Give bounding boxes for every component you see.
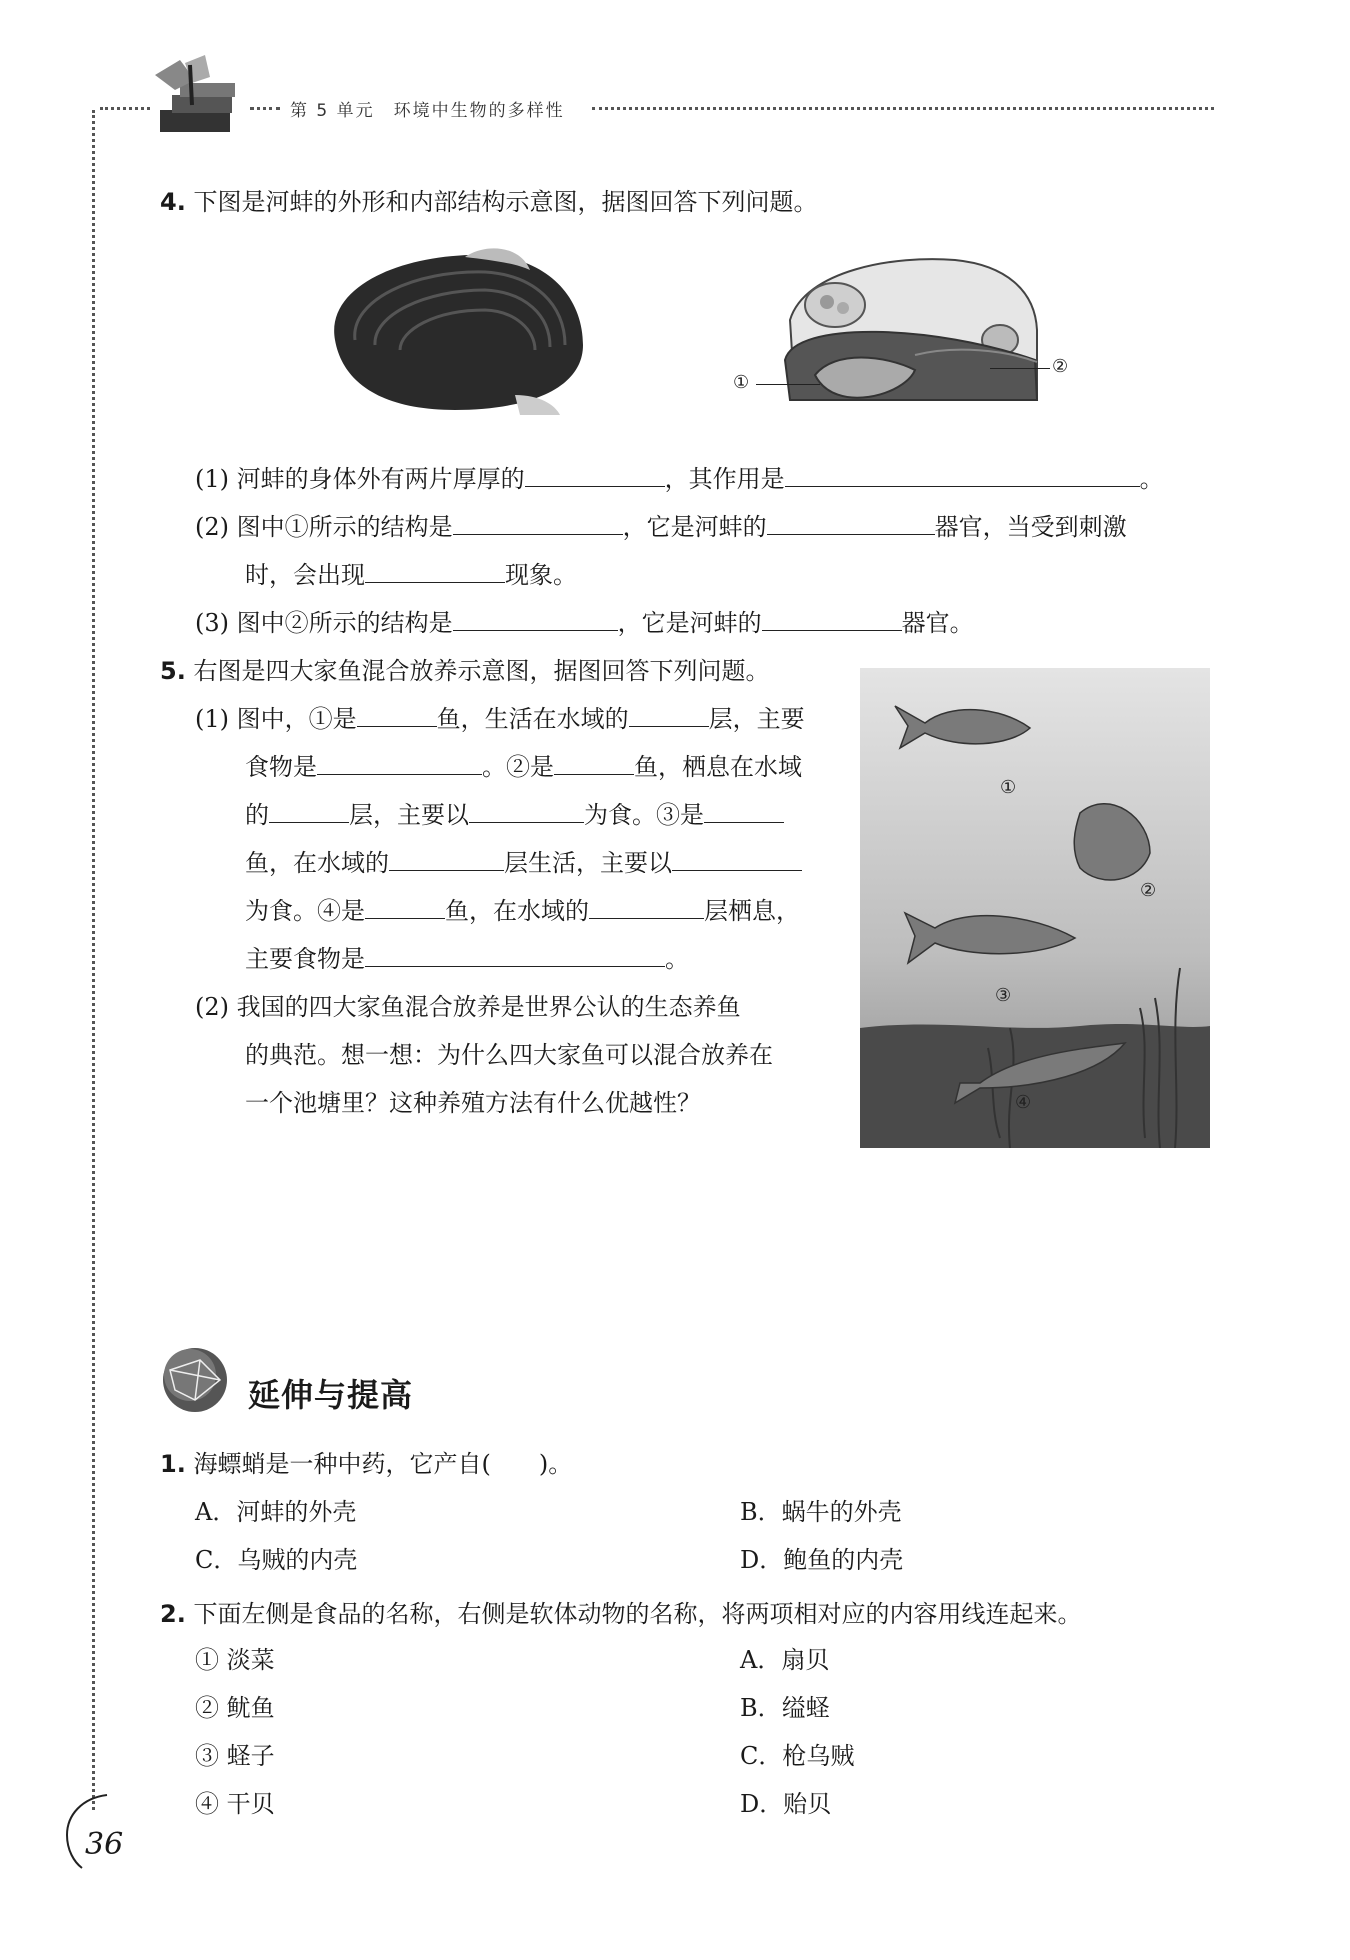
e2-right-item-b[interactable]: B．缢蛏 bbox=[740, 1694, 830, 1722]
e1-option-c[interactable]: C．乌贼的内壳 bbox=[195, 1546, 358, 1574]
q4-stem bbox=[160, 178, 817, 226]
q5-blank-1[interactable] bbox=[357, 696, 437, 727]
q4-p2-blank-1[interactable] bbox=[453, 504, 623, 535]
q5-l1-a: (1) 图中，①是 bbox=[195, 705, 357, 733]
mussel-label-1: ① bbox=[733, 372, 750, 393]
mussel-pointer-2 bbox=[990, 368, 1050, 369]
header-dotline-top-left bbox=[100, 107, 150, 110]
e2-left-item-1[interactable]: ① 淡菜 bbox=[195, 1646, 275, 1674]
q4-part2 bbox=[195, 503, 1127, 551]
q5-blank-3[interactable] bbox=[317, 744, 482, 775]
q5-blank-7[interactable] bbox=[704, 792, 784, 823]
q4-part2-cont bbox=[245, 551, 577, 599]
q5-line-3 bbox=[245, 791, 784, 839]
q5-l3-c: 为食。③是 bbox=[584, 801, 704, 829]
q5-line-1 bbox=[195, 695, 805, 743]
q5-l1-b: 鱼，生活在水域的 bbox=[436, 705, 629, 733]
mussel-shell-image bbox=[315, 245, 590, 415]
e2-right-item-c[interactable]: C．枪乌贼 bbox=[740, 1742, 855, 1770]
q5-blank-8[interactable] bbox=[389, 840, 504, 871]
q5-blank-6[interactable] bbox=[469, 792, 584, 823]
q5-blank-12[interactable] bbox=[365, 936, 665, 967]
q5-l5-a: 为食。④是 bbox=[245, 897, 365, 925]
q5-l2-a: 食物是 bbox=[245, 753, 317, 781]
q5-line-8: 的典范。想一想：为什么四大家鱼可以混合放养在 bbox=[245, 1041, 773, 1069]
q4-number: 4. bbox=[160, 188, 186, 216]
q4-p3-text-c: 器官。 bbox=[901, 609, 974, 637]
q4-p1-blank-2[interactable] bbox=[785, 456, 1140, 487]
e2-stem-text: 下面左侧是食品的名称，右侧是软体动物的名称，将两项相对应的内容用线连起来。 bbox=[193, 1600, 1082, 1628]
header-dotline-right bbox=[592, 107, 1214, 110]
q4-p2-text-e: 现象。 bbox=[505, 561, 577, 589]
q5-blank-2[interactable] bbox=[629, 696, 709, 727]
fish-label-3: ③ bbox=[995, 985, 1012, 1006]
q4-p3-text-b: ，它是河蚌的 bbox=[617, 609, 762, 637]
section-title: 延伸与提高 bbox=[248, 1376, 414, 1414]
fish-label-4: ④ bbox=[1015, 1092, 1032, 1113]
q5-l6-a: 主要食物是 bbox=[245, 945, 365, 973]
q5-line-4 bbox=[245, 839, 802, 887]
mussel-label-2: ② bbox=[1052, 356, 1069, 377]
e2-number: 2. bbox=[160, 1600, 186, 1628]
q4-stem-text: 下图是河蚌的外形和内部结构示意图，据图回答下列问题。 bbox=[193, 188, 818, 216]
page-number: 36 bbox=[85, 1827, 124, 1862]
header-dotline-left bbox=[250, 107, 280, 110]
q4-p1-blank-1[interactable] bbox=[525, 456, 665, 487]
margin-dotline bbox=[92, 110, 95, 1810]
q4-p3-text-a: (3) 图中②所示的结构是 bbox=[195, 609, 453, 637]
q5-blank-11[interactable] bbox=[589, 888, 704, 919]
mussel-pointer-1 bbox=[756, 384, 820, 385]
q5-number: 5. bbox=[160, 657, 186, 685]
e1-stem-text: 海螵蛸是一种中药，它产自( )。 bbox=[193, 1450, 573, 1478]
q5-blank-10[interactable] bbox=[365, 888, 445, 919]
q4-p2-text-a: (2) 图中①所示的结构是 bbox=[195, 513, 453, 541]
fish-pond-image bbox=[860, 668, 1210, 1148]
fish-label-1: ① bbox=[1000, 777, 1017, 798]
e1-number: 1. bbox=[160, 1450, 186, 1478]
e1-option-b[interactable]: B．蜗牛的外壳 bbox=[740, 1498, 902, 1526]
header-logo bbox=[150, 55, 250, 145]
q4-p1-text-b: ，其作用是 bbox=[664, 465, 785, 493]
e2-stem bbox=[160, 1590, 1081, 1638]
q5-l2-b: 。②是 bbox=[482, 753, 554, 781]
q4-p2-text-d: 时，会出现 bbox=[245, 561, 365, 589]
q5-line-2 bbox=[245, 743, 802, 791]
q5-line-7: (2) 我国的四大家鱼混合放养是世界公认的生态养鱼 bbox=[195, 993, 741, 1021]
q5-blank-9[interactable] bbox=[672, 840, 802, 871]
q5-l4-a: 鱼，在水域的 bbox=[245, 849, 389, 877]
q5-l3-a: 的 bbox=[245, 801, 269, 829]
q5-line-5 bbox=[245, 887, 800, 935]
q4-p1-text-a: (1) 河蚌的身体外有两片厚厚的 bbox=[195, 465, 525, 493]
q5-line-9: 一个池塘里？这种养殖方法有什么优越性？ bbox=[245, 1089, 701, 1117]
q4-p1-text-c: 。 bbox=[1139, 465, 1164, 493]
q5-blank-5[interactable] bbox=[269, 792, 349, 823]
q4-p2-blank-3[interactable] bbox=[365, 552, 505, 583]
q5-l5-c: 层栖息， bbox=[704, 897, 800, 925]
q4-part3 bbox=[195, 599, 974, 647]
mussel-interior-image bbox=[775, 250, 1050, 425]
q4-part1 bbox=[195, 455, 1164, 503]
e2-left-item-2[interactable]: ② 鱿鱼 bbox=[195, 1694, 275, 1722]
q4-p2-text-b: ，它是河蚌的 bbox=[622, 513, 767, 541]
globe-icon bbox=[160, 1345, 230, 1415]
e2-right-item-d[interactable]: D．贻贝 bbox=[740, 1790, 832, 1818]
fish-label-2: ② bbox=[1140, 880, 1157, 901]
q5-l3-b: 层，主要以 bbox=[349, 801, 469, 829]
q5-l5-b: 鱼，在水域的 bbox=[445, 897, 589, 925]
q5-l1-c: 层，主要 bbox=[708, 705, 805, 733]
q5-line-6 bbox=[245, 935, 689, 983]
q5-blank-4[interactable] bbox=[554, 744, 634, 775]
q4-p3-blank-1[interactable] bbox=[453, 600, 618, 631]
q4-p2-text-c: 器官，当受到刺激 bbox=[934, 513, 1127, 541]
e2-left-item-3[interactable]: ③ 蛏子 bbox=[195, 1742, 275, 1770]
q4-p3-blank-2[interactable] bbox=[762, 600, 902, 631]
q5-l4-b: 层生活，主要以 bbox=[504, 849, 672, 877]
q4-p2-blank-2[interactable] bbox=[767, 504, 935, 535]
e1-option-d[interactable]: D．鲍鱼的内壳 bbox=[740, 1546, 904, 1574]
q5-l6-b: 。 bbox=[665, 945, 689, 973]
e1-stem bbox=[160, 1440, 572, 1488]
e2-right-item-a[interactable]: A．扇贝 bbox=[740, 1646, 830, 1674]
q5-l2-c: 鱼，栖息在水域 bbox=[634, 753, 802, 781]
header-title: 第 5 单元 环境中生物的多样性 bbox=[290, 101, 565, 121]
e1-option-a[interactable]: A．河蚌的外壳 bbox=[195, 1498, 357, 1526]
e2-left-item-4[interactable]: ④ 干贝 bbox=[195, 1790, 275, 1818]
q5-stem bbox=[160, 647, 769, 695]
q5-stem-text: 右图是四大家鱼混合放养示意图，据图回答下列问题。 bbox=[193, 657, 770, 685]
